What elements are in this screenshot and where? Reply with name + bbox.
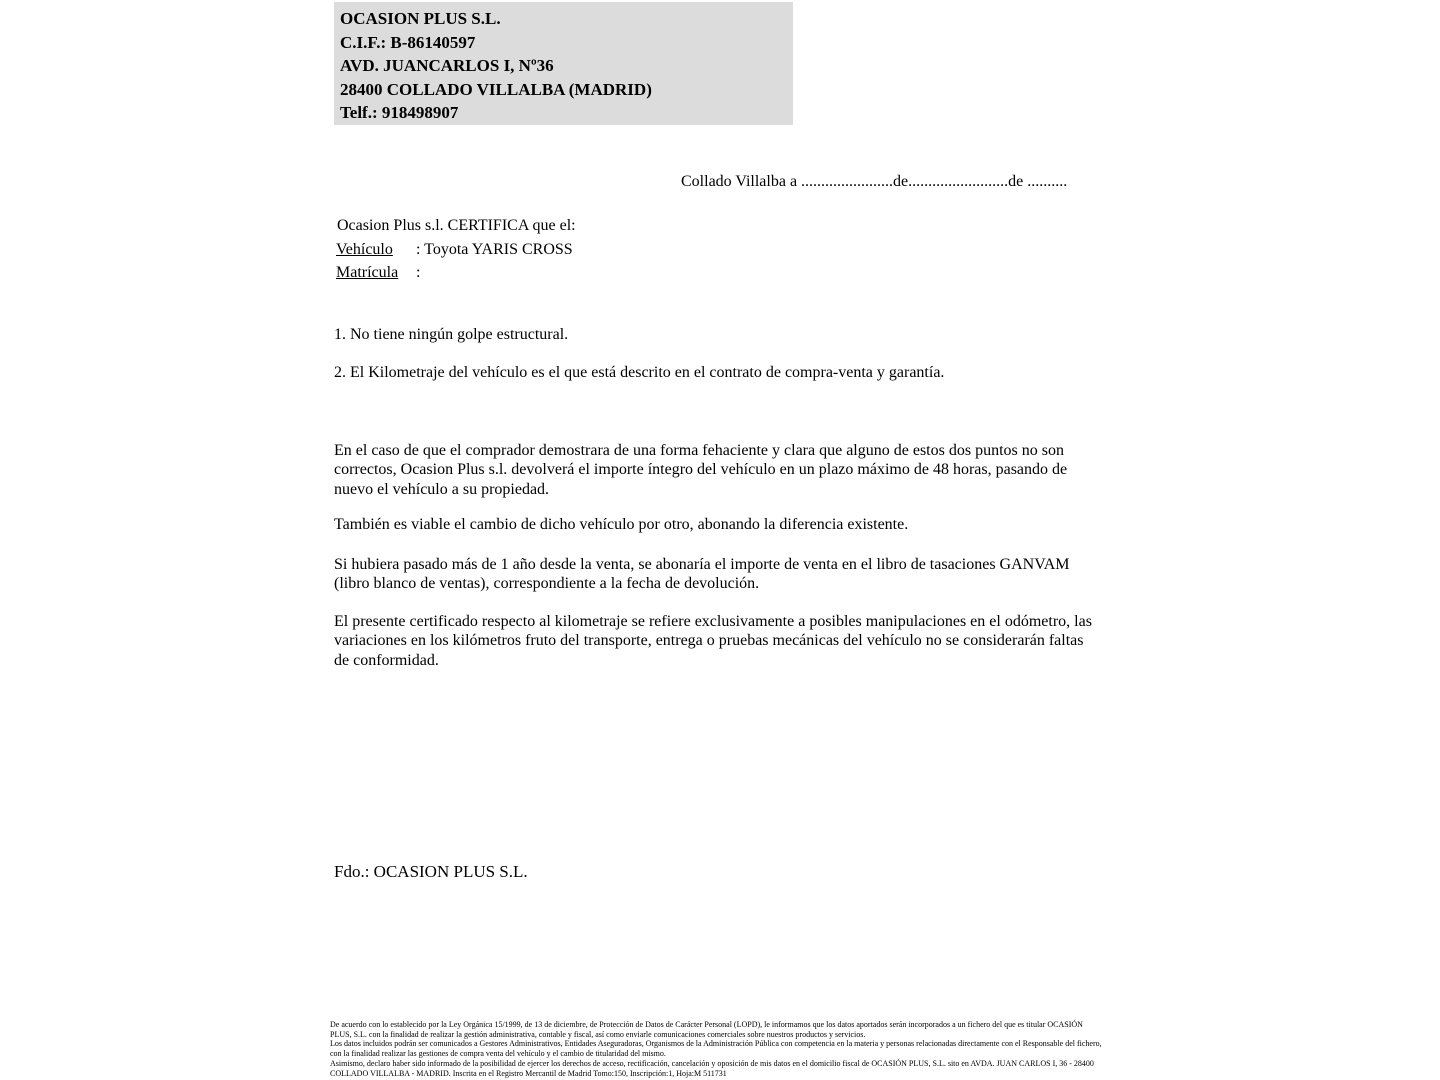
point-1: 1. No tiene ningún golpe estructural. <box>334 326 569 343</box>
footer-paragraph-datos: Los datos incluidos podrán ser comunicados a Gestores Administrativos, Entidades Aseguradoras, Organismos de la Administración Pública con competencia en la materia y personas relacionadas directamente con el Responsable del fichero, con la finalidad realizar las gestiones de compra venta del vehículo y el cambio de titularidad del mismo. <box>330 1039 1102 1059</box>
footer-paragraph-lopd: De acuerdo con lo establecido por la Ley Orgánica 15/1999, de 13 de diciembre, de Protección de Datos de Carácter Personal (LOPD), le informamos que los datos aportados serán incorporados a un fichero del que es titular OCASIÓN PLUS, S.L. con la finalidad de realizar la gestión administrativa, contable y fiscal, así como enviarle comunicaciones comerciales sobre nuestros productos y servicios. <box>330 1020 1083 1039</box>
paragraph-odometer: El presente certificado respecto al kilometraje se refiere exclusivamente a posibles manipulaciones en el odómetro, las variaciones en los kilómetros fruto del transporte, entrega o pruebas mecánicas del vehículo no se considerarán faltas de conformidad. <box>334 613 1092 669</box>
signature-line: Fdo.: OCASION PLUS S.L. <box>334 862 528 881</box>
vehicle-line <box>336 240 573 259</box>
company-cif: C.I.F.: B-86140597 <box>340 32 476 52</box>
company-name: OCASION PLUS S.L. <box>340 9 501 28</box>
plate-value: : <box>416 264 421 281</box>
point-2: 2. El Kilometraje del vehículo es el que está descrito en el contrato de compra-venta y garantía. <box>334 364 945 381</box>
vehicle-value: : Toyota YARIS CROSS <box>416 241 573 258</box>
certify-intro: Ocasion Plus s.l. CERTIFICA que el: <box>337 217 576 234</box>
date-line: Collado Villalba a .......................de.........................de .......... <box>681 173 1068 190</box>
company-address: AVD. JUANCARLOS I, Nº36 <box>340 56 554 76</box>
vehicle-label: Vehículo <box>336 241 393 258</box>
paragraph-refund: En el caso de que el comprador demostrara de una forma fehaciente y clara que alguno de estos dos puntos no son correctos, Ocasion Plus s.l. devolverá el importe íntegro del vehículo en un plazo máximo de 48 horas, pasando de nuevo el vehículo a su propiedad. <box>334 442 1068 498</box>
plate-line <box>336 263 420 282</box>
company-phone: Telf.: 918498907 <box>340 103 459 123</box>
paragraph-exchange: También es viable el cambio de dicho vehículo por otro, abonando la diferencia existente. <box>334 516 909 533</box>
plate-label: Matrícula <box>336 264 399 281</box>
footer-paragraph-derechos: Asimismo, declaro haber sido informado de la posibilidad de ejercer los derechos de acceso, rectificación, cancelación y oposición de mis datos en el domicilio fiscal de OCASIÓN PLUS, S.L. sito en AVDA. JUAN CARLOS I, 36 - 28400 COLLADO VILLALBA - MADRID. Inscrita en el Registro Mercantil de Madrid Tomo:150, Inscripción:1, Hoja:M 511731 <box>330 1058 1094 1078</box>
company-city: 28400 COLLADO VILLALBA (MADRID) <box>340 79 652 99</box>
company-header-box <box>334 2 793 125</box>
legal-footer <box>330 1020 1103 1078</box>
paragraph-ganvam: Si hubiera pasado más de 1 año desde la venta, se abonaría el importe de venta en el libro de tasaciones GANVAM (libro blanco de ventas), correspondiente a la fecha de devolución. <box>334 556 1070 593</box>
